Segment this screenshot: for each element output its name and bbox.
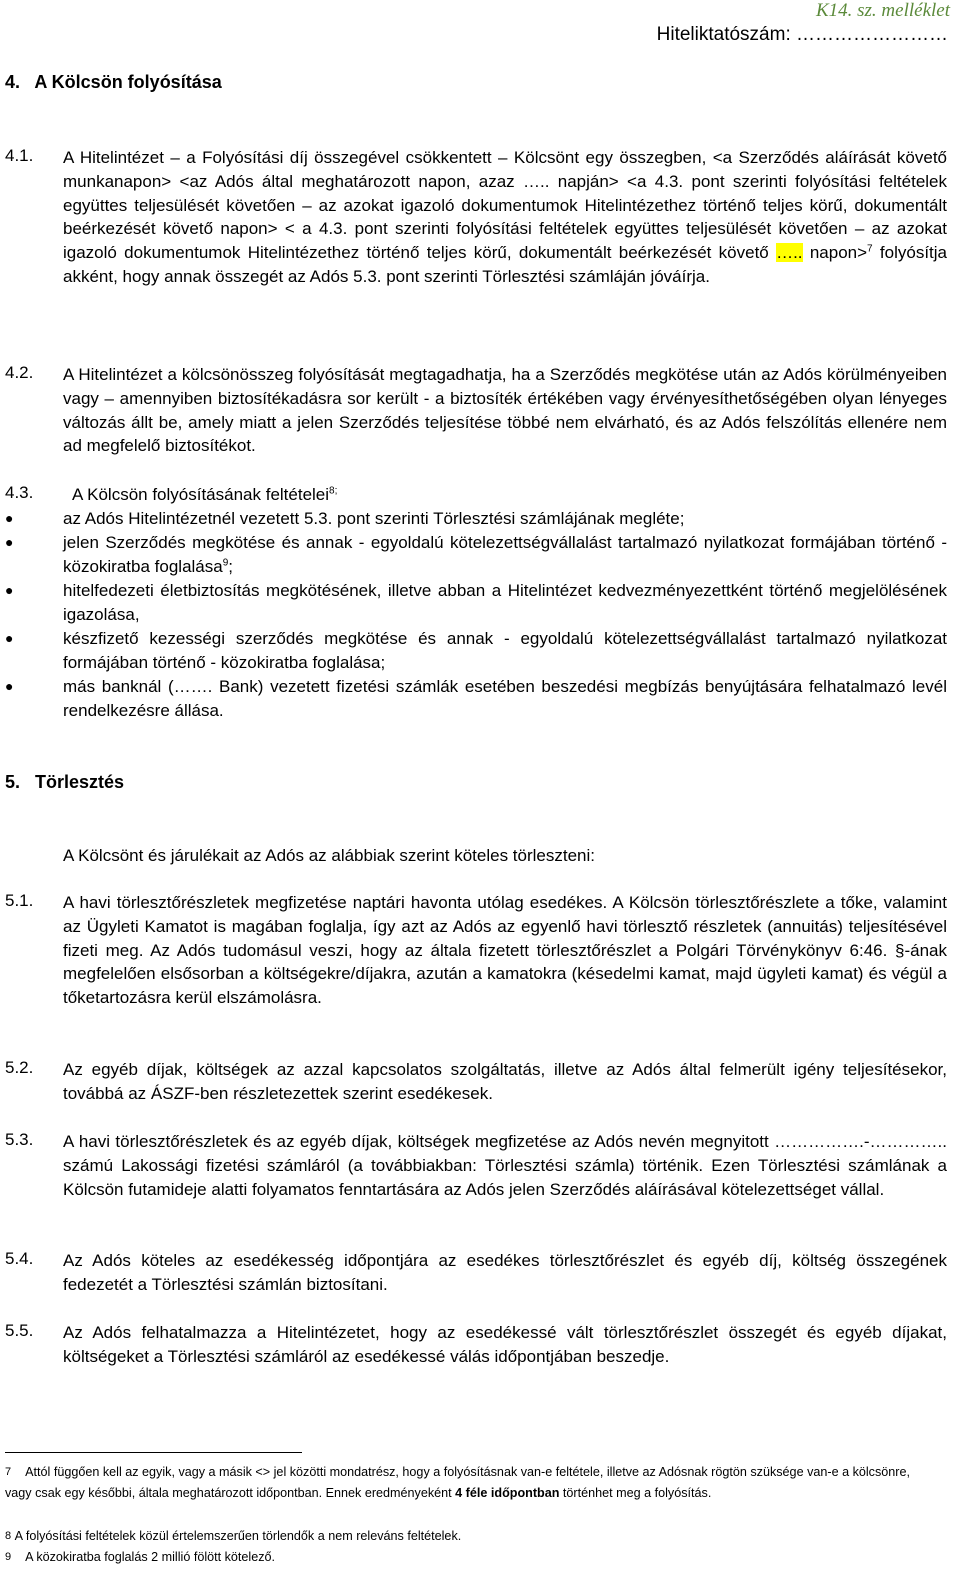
item-number-5-3: 5.3.	[5, 1130, 34, 1149]
bullet-icon: ●	[5, 678, 14, 694]
footnote-9	[5, 1547, 935, 1568]
footnote-ref-9[interactable]: 9	[222, 557, 229, 569]
paragraph-5-1: A havi törlesztőrészletek megfizetése naptári havonta utólag esedékes. A Kölcsön törlesztőrészlete a tőke, valamint az Ügyleti Kamatot is magában foglalja, így azt az Adós az egyenlő havi törlesztő részletek (annuitás) teljesítésével fizeti meg. Az Adós tudomásul veszi, hogy az általa fizetett törlesztőrészlet a Polgári Törvénykönyv 6:46. §-ának megfelelően elsősorban a költségekre/díjakra, azután a kamatokra (késedelmi kamat, majd ügyleti kamat) és végül a tőketartozásra kerül elszámolásra.	[63, 893, 947, 1008]
item-number-5-2: 5.2.	[5, 1058, 34, 1077]
paragraph-5-2: Az egyéb díjak, költségek az azzal kapcsolatos szolgáltatás, illetve az Adós által felmerült igény teljesítésekor, továbbá az ÁSZF-ben részletezettek szerint esedékesek.	[63, 1060, 947, 1103]
footnote-text: Attól függően kell az egyik, vagy a másik <> jel közötti mondatrész, hogy a folyósításnak van-e feltétele, illetve az Adósnak rögtön szüksége van-e a kölcsönre, vagy csak egy későbbi, általa meghatározott időpontban. Ennek eredményeként	[5, 1465, 910, 1500]
condition-item: készfizető kezességi szerződés megkötése és annak - egyoldalú kötelezettségvállalást tartalmazó nyilatkozat formájában történő - közokiratba foglalása;	[63, 629, 947, 672]
footnote-ref-7[interactable]: 7	[867, 243, 873, 255]
item-number-4-3: 4.3.	[5, 483, 34, 502]
loan-id-label: Hiteliktatószám: ……………………	[656, 24, 948, 45]
conditions-title: A Kölcsön folyósításának feltételei	[72, 485, 330, 504]
paragraph-4-3-title	[72, 483, 872, 507]
item-number-5-4: 5.4.	[5, 1249, 34, 1268]
item-number-5-5: 5.5.	[5, 1321, 34, 1340]
footnote-number: 7	[5, 1466, 12, 1478]
footnote-text: történhet meg a folyósítás.	[559, 1486, 712, 1500]
condition-item-punct: ;	[228, 556, 234, 576]
item-number-4-1: 4.1.	[5, 146, 34, 165]
paragraph-4-1	[63, 146, 947, 289]
footnote-text: A közokiratba foglalás 2 millió fölött kötelező.	[25, 1550, 276, 1564]
section-4-heading: 4. A Kölcsön folyósítása	[5, 72, 222, 92]
footnote-divider	[5, 1452, 302, 1453]
section-5-heading: 5. Törlesztés	[5, 772, 125, 792]
paragraph-4-1-text-c: folyósítja akként, hogy annak összegét az Adós 5.3. pont szerinti Törlesztési számláján jóváírja.	[63, 243, 948, 286]
item-number-5-1: 5.1.	[5, 891, 34, 910]
bullet-icon: ●	[5, 534, 14, 550]
bullet-icon: ●	[5, 630, 14, 646]
footnote-text: A folyósítási feltételek közül értelemszerűen törlendők a nem releváns feltételek.	[14, 1529, 462, 1543]
item-number-4-2: 4.2.	[5, 363, 34, 382]
footnote-7	[5, 1462, 935, 1504]
footnote-8	[5, 1526, 935, 1547]
condition-item: hitelfedezeti életbiztosítás megkötésének, illetve abban a Hitelintézet kedvezményezettként történő megjelölésének igazolása,	[63, 581, 947, 624]
paragraph-4-2: A Hitelintézet a kölcsönösszeg folyósítását megtagadhatja, ha a Szerződés megkötése után az Adós körülményeiben vagy – amennyiben biztosítékadásra sor került - a biztosíték értékében vagy érvényesíthetőségében olyan lényeges változás állt be, amely miatt a jelen Szerződés teljesítése többé nem elvárható, és az Adós felszólítás ellenére nem ad megfelelő biztosítékot.	[63, 365, 947, 456]
paragraph-5-4: Az Adós köteles az esedékesség időpontjára az esedékes törlesztőrészlet és egyéb díj, költség összegének fedezetét a Törlesztési számlán biztosítani.	[63, 1251, 947, 1294]
annex-label: K14. sz. melléklet	[815, 0, 950, 21]
paragraph-4-1-text-a: A Hitelintézet – a Folyósítási díj összegével csökkentett – Kölcsönt egy összegben, <a Szerződés aláírását követő munkanapon> <az Adós által meghatározott napon, azaz ….. napján> <a 4.3. pont szerinti folyósítási feltételek együttes teljesülését követően – az azokat igazoló dokumentumok Hitelintézethez történő teljes körű, dokumentált beérkezését követő napon> < a 4.3. pont szerinti folyósítási feltételek együttes teljesülését követően – az azokat igazoló dokumentumok Hitelintézethez történő teljes körű, dokumentált beérkezését követő	[63, 148, 947, 263]
footnote-number: 8	[5, 1530, 12, 1542]
condition-item: az Adós Hitelintézetnél vezetett 5.3. pont szerinti Törlesztési számlájának megléte;	[63, 509, 685, 528]
condition-item: más banknál (……. Bank) vezetett fizetési számlák esetében beszedési megbízás benyújtására felhatalmazó levél rendelkezésre állása.	[63, 677, 947, 720]
condition-item	[63, 531, 947, 579]
footnote-bold-text: 4 féle időpontban	[455, 1486, 560, 1500]
footnote-ref-8[interactable]: 8;	[329, 485, 338, 497]
footnote-number: 9	[5, 1551, 12, 1563]
section-5-intro: A Kölcsönt és járulékait az Adós az alábbiak szerint köteles törleszteni:	[63, 846, 596, 865]
bullet-icon: ●	[5, 582, 14, 598]
paragraph-4-1-text-b: napon>	[802, 243, 868, 263]
condition-item-text: jelen Szerződés megkötése és annak - egyoldalú kötelezettségvállalást tartalmazó nyilatkozat formájában történő - közokiratba foglalása	[63, 533, 947, 576]
paragraph-5-5: Az Adós felhatalmazza a Hitelintézetet, hogy az esedékessé vált törlesztőrészlet összegét és egyéb díjakat, költségeket a Törlesztési számláról az esedékessé válás időpontjában beszedje.	[63, 1323, 947, 1366]
bullet-icon: ●	[5, 510, 14, 526]
paragraph-5-3: A havi törlesztőrészletek és az egyéb díjak, költségek megfizetése az Adós nevén megnyitott …………….-………….. számú Lakossági fizetési számláról (a továbbiakban: Törlesztési számla) történik. Ezen Törlesztési számlának a Kölcsön futamideje alatti folyamatos fenntartására az Adós jelen Szerződés aláírásával kötelezettséget vállal.	[63, 1132, 947, 1199]
highlighted-placeholder: …..	[776, 243, 803, 263]
